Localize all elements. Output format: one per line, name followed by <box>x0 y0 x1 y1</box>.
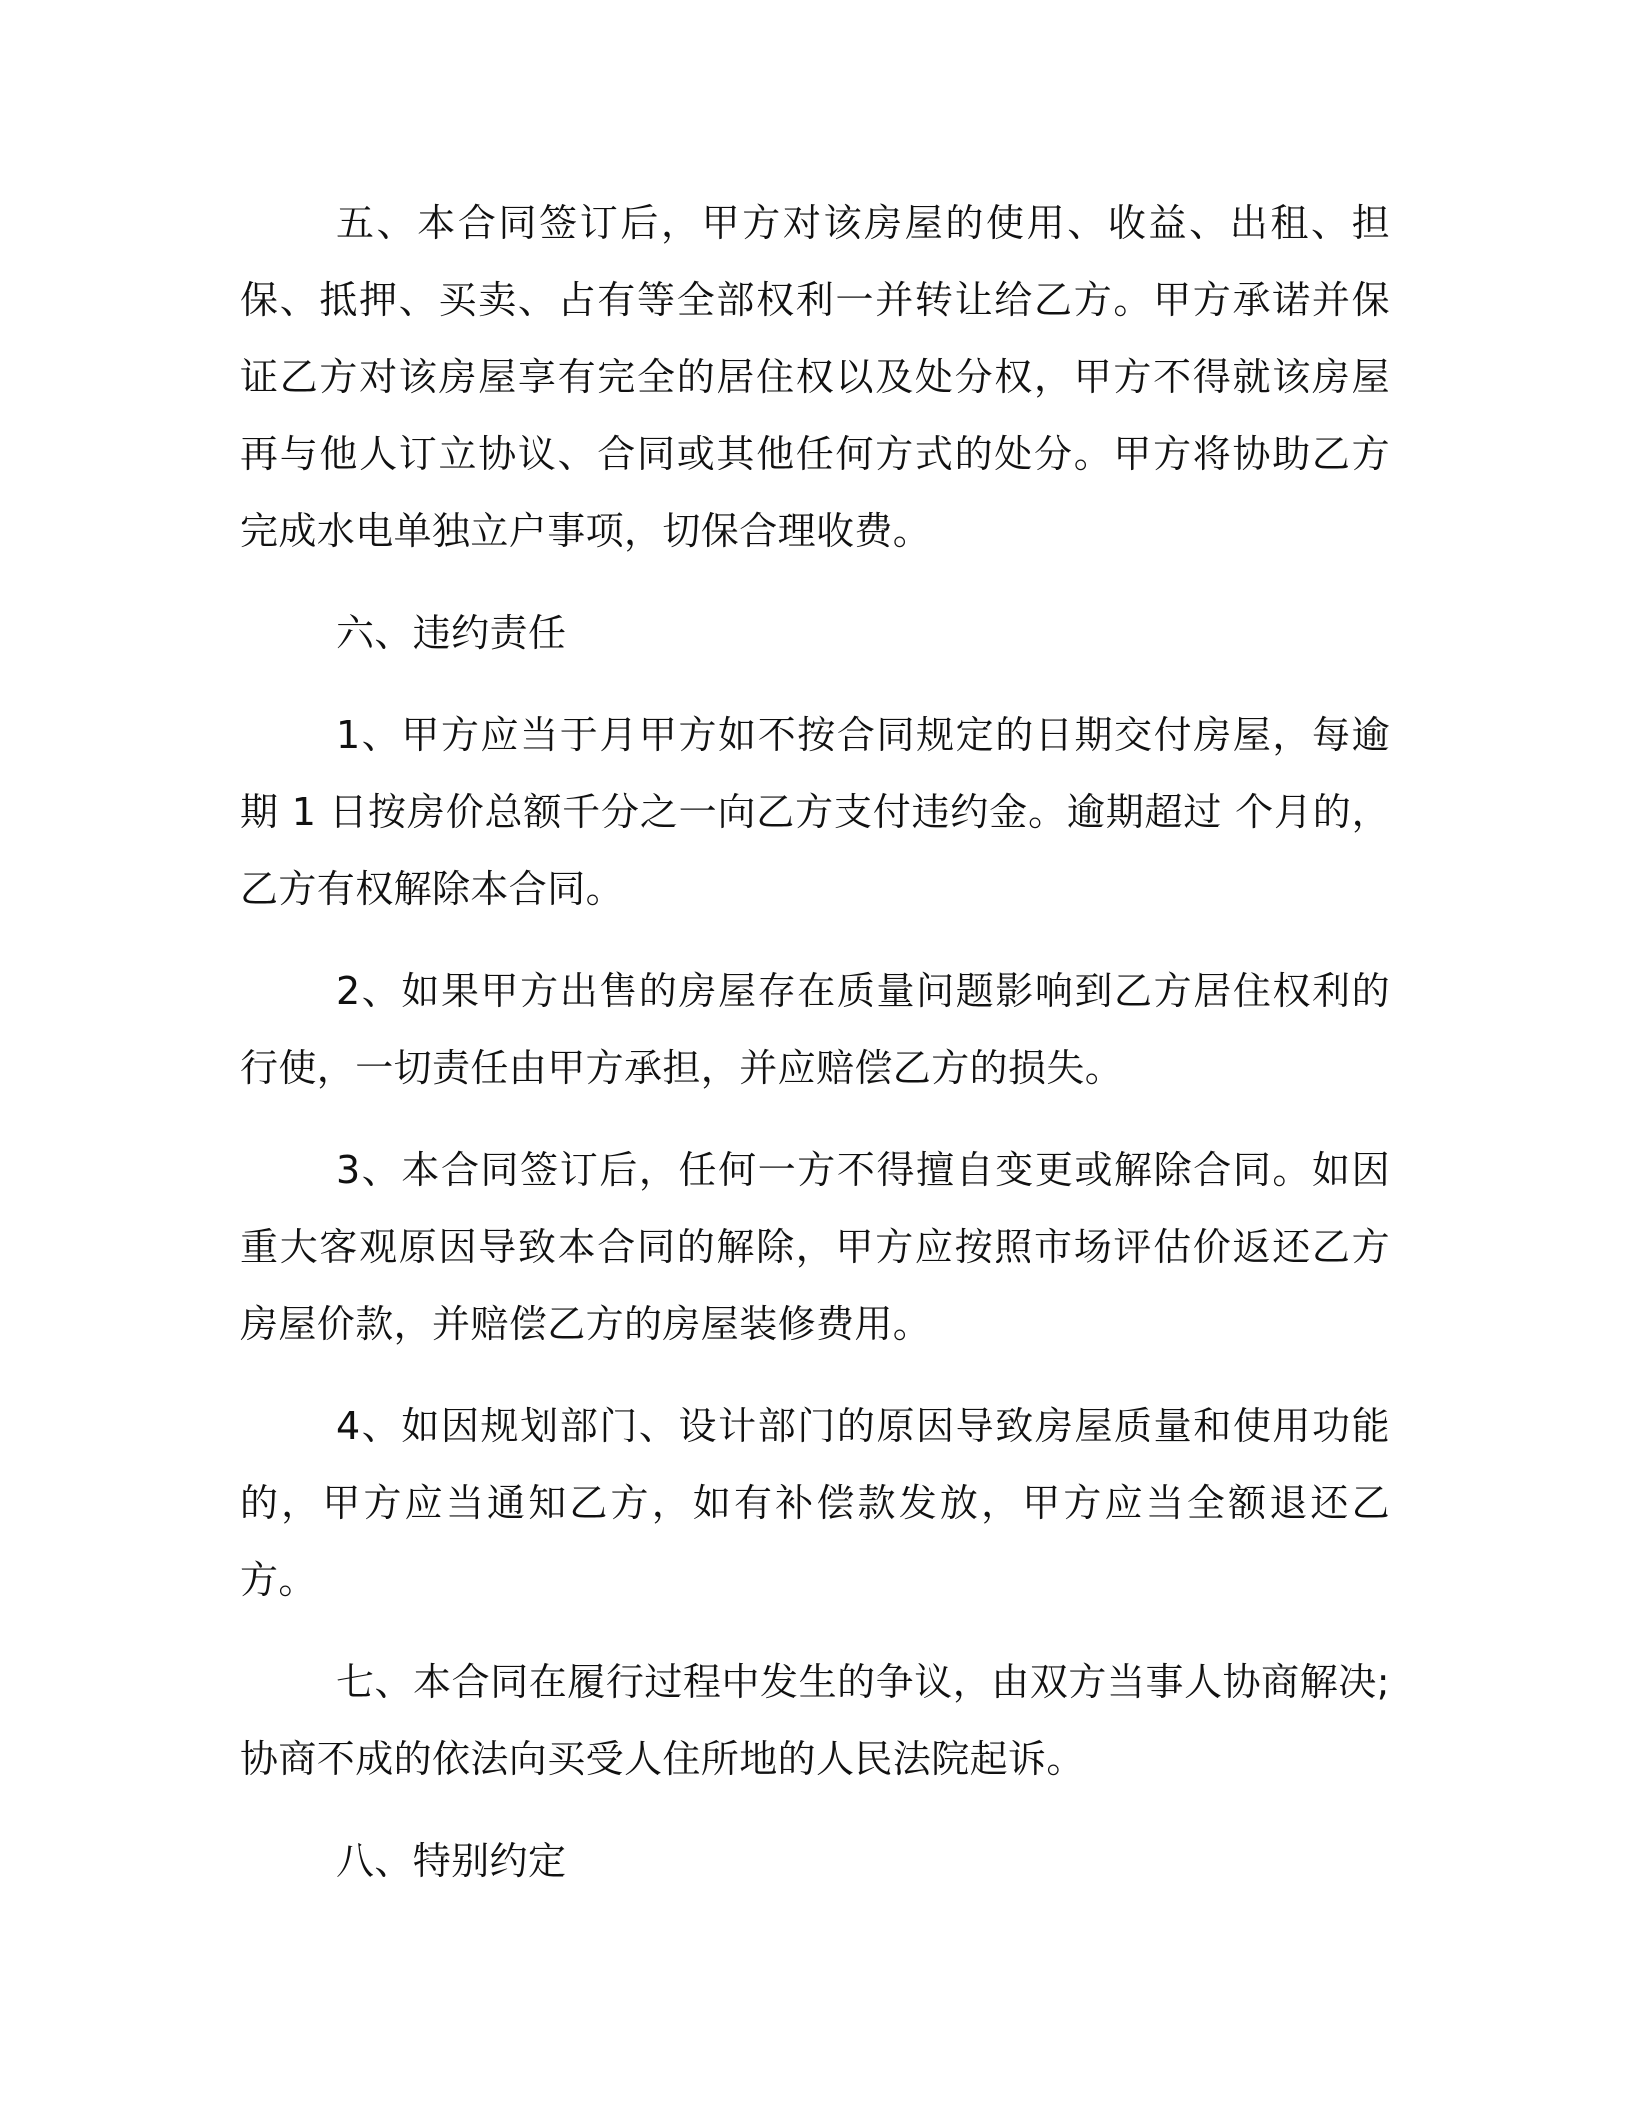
clause-6-3-termination: 3、本合同签订后，任何一方不得擅自变更或解除合同。如因重大客观原因导致本合同的解除，甲方应按照市场评估价返还乙方房屋价款，并赔偿乙方的房屋装修费用。 <box>240 1148 1390 1346</box>
section-6-heading-breach-liability: 六、违约责任 <box>336 611 567 655</box>
clause-6-2-quality-issues: 2、如果甲方出售的房屋存在质量问题影响到乙方居住权利的行使，一切责任由甲方承担，并应赔偿乙方的损失。 <box>240 969 1390 1090</box>
section-8-heading-special-terms: 八、特别约定 <box>336 1839 567 1883</box>
clause-6-4-planning-compensation: 4、如因规划部门、设计部门的原因导致房屋质量和使用功能的，甲方应当通知乙方，如有补偿款发放，甲方应当全额退还乙方。 <box>240 1404 1390 1602</box>
contract-body <box>240 185 1390 1925</box>
clause-6-1-late-delivery: 1、甲方应当于月甲方如不按合同规定的日期交付房屋，每逾期 1 日按房价总额千分之一向乙方支付违约金。逾期超过 个月的，乙方有权解除本合同。 <box>240 713 1390 911</box>
clause-7-dispute-resolution: 七、本合同在履行过程中发生的争议，由双方当事人协商解决;协商不成的依法向买受人住所地的人民法院起诉。 <box>240 1660 1390 1781</box>
clause-5-transfer-of-rights: 五、本合同签订后，甲方对该房屋的使用、收益、出租、担保、抵押、买卖、占有等全部权利一并转让给乙方。甲方承诺并保证乙方对该房屋享有完全的居住权以及处分权，甲方不得就该房屋再与他人订立协议、合同或其他任何方式的处分。甲方将协助乙方完成水电单独立户事项，切保合理收费。 <box>240 201 1390 553</box>
